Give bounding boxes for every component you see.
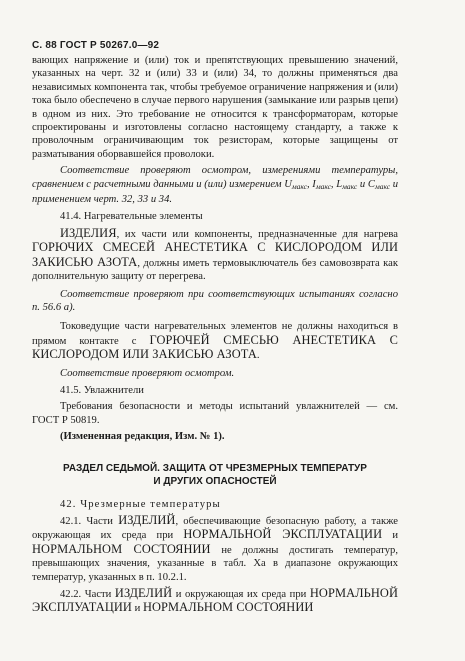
paragraph-compliance-check-2: Соответствие проверяют при соответствующих испытаниях согласно п. 56.6 а). [32, 288, 398, 313]
paragraph-compliance-check-1: Соответствие проверяют осмотром, измерениями температуры, сравнением с расчетными данными и (или) измерением $U_{макс}$, $I_{макс}$, $L_{макс}$ и $C_{макс}$ и применением черт. 32, 33 и 34. [32, 165, 398, 206]
amendment-note: (Измененная редакция, Изм. № 1). [60, 431, 225, 443]
subsection-41-5-heading: 41.5. Увлажнители [60, 384, 144, 396]
page-header: С. 88 ГОСТ Р 50267.0—92 [32, 40, 160, 51]
paragraph-humidifiers: Требования безопасности и методы испытаний увлажнителей — см. ГОСТ Р 50819. [32, 401, 398, 426]
paragraph-42-2: 42.2. Части ИЗДЕЛИЙ и окружающая их среда при НОРМАЛЬНОЙ ЭКСПЛУАТАЦИИ и НОРМАЛЬНОМ СОСТОЯНИИ [32, 586, 398, 615]
paragraph-42-1: 42.1. Части ИЗДЕЛИЙ, обеспечивающие безопасную работу, а также окружающая их среда при НОРМАЛЬНОЙ ЭКСПЛУАТАЦИИ и НОРМАЛЬНОМ СОСТОЯНИИ не должны достигать температур, превышающих значения, указанные в табл. Ха в диапазоне окружающих температур, указанных в п. 10.2.1. [32, 512, 398, 583]
page-body [32, 54, 398, 616]
paragraph-heating-elements: ИЗДЕЛИЯ, их части или компоненты, предназначенные для нагрева ГОРЮЧИХ СМЕСЕЙ АНЕСТЕТИКА С КИСЛОРОДОМ ИЛИ ЗАКИСЬЮ АЗОТА, должны иметь термовыключатель без самовозврата как дополнительную защиту от перегрева. [32, 225, 398, 283]
paragraph-compliance-check-3: Соответствие проверяют осмотром. [60, 367, 235, 379]
paragraph-live-parts: Токоведущие части нагревательных элементов не должны находиться в прямом контакте с ГОРЮЧЕЙ СМЕСЬЮ АНЕСТЕТИКА С КИСЛОРОДОМ ИЛИ ЗАКИСЬЮ АЗОТА. [32, 321, 398, 362]
clause-42-heading: 42. Чрезмерные температуры [60, 498, 221, 510]
subsection-41-4-heading: 41.4. Нагревательные элементы [60, 211, 203, 223]
section-title: РАЗДЕЛ СЕДЬМОЙ. ЗАЩИТА ОТ ЧРЕЗМЕРНЫХ ТЕМПЕРАТУР И ДРУГИХ ОПАСНОСТЕЙ [63, 462, 367, 487]
paragraph-continued: вающих напряжение и (или) ток и препятствующих превышению значений, указанных на черт. 32 и (или) 33 и (или) 34, то должны применяться два независимых компонента так, чтобы требуемое ограничение напряжения и (или) тока было обеспечено в случае первого нарушения (замыкание или разрыв цепи) в одном из них. Это требование не относится к трансформаторам, которые спроектированы и изготовлены согласно настоящему стандарту, а также к проволочным ограничивающим ток резисторам, которые защищены от разматывания оборвавшейся проволоки. [32, 55, 398, 160]
